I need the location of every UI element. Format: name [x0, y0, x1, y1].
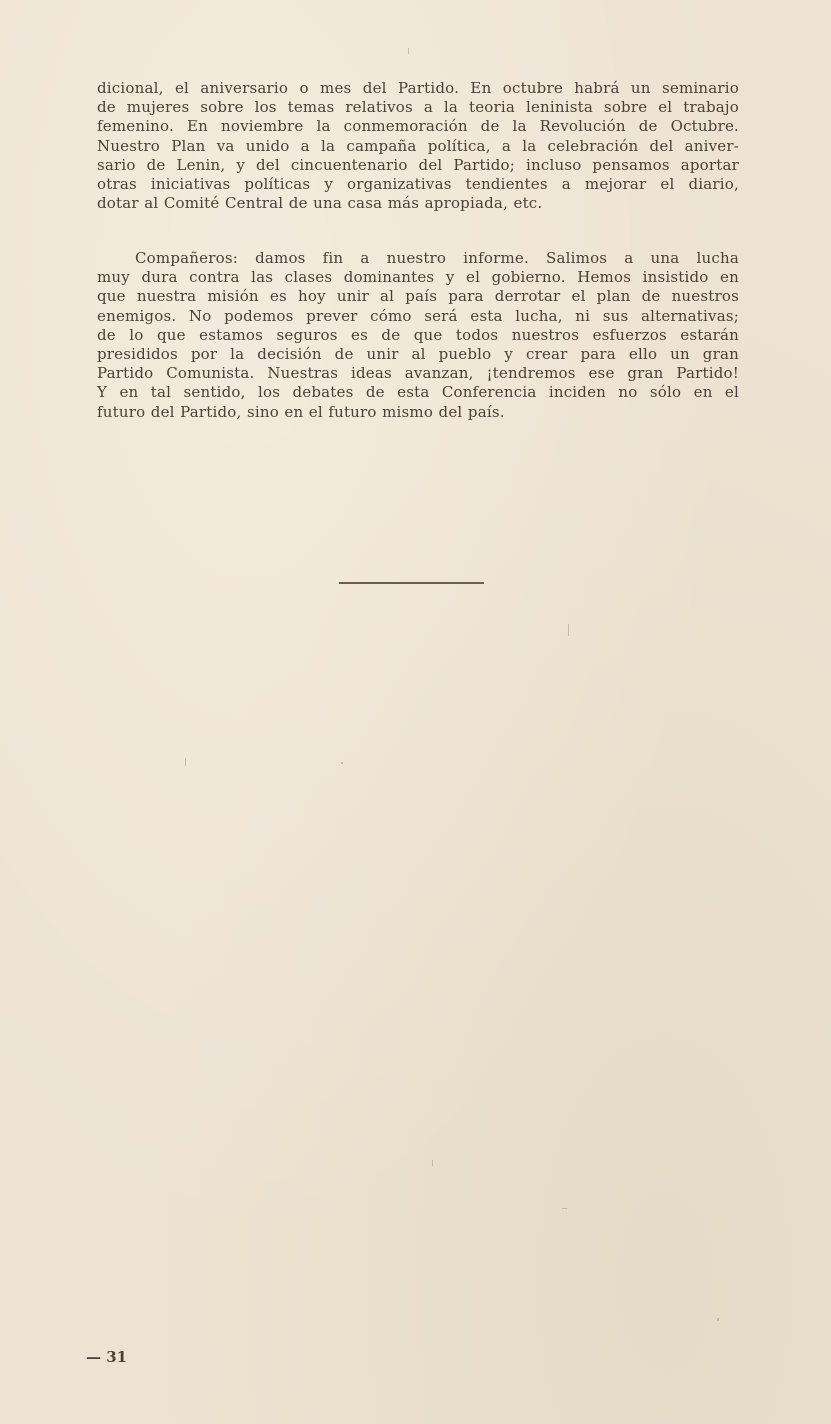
section-divider: [339, 582, 484, 584]
paper-speck: [568, 624, 569, 636]
page-number: — 31: [86, 1348, 128, 1366]
paragraph-line: futuro del Partido, sino en el futuro mismo del país.: [97, 402, 505, 421]
paper-speck: [432, 1160, 433, 1166]
paragraph-line: de mujeres sobre los temas relativos a la teoria leninista sobre el trabajo: [97, 98, 739, 117]
paragraph-line: otras iniciativas políticas y organizativas tendientes a mejorar el diario,: [97, 174, 739, 193]
paragraph-line: Nuestro Plan va unido a la campaña política, a la celebración del aniver-: [97, 136, 739, 155]
paragraph-line: Y en tal sentido, los debates de esta Conferencia inciden no sólo en el: [97, 383, 739, 402]
paragraph-line: dicional, el aniversario o mes del Partido. En octubre habrá un seminario: [97, 79, 739, 97]
paragraph-line: femenino. En noviembre la conmemoración de la Revolución de Octubre.: [97, 117, 739, 136]
paragraph-line: enemigos. No podemos prever cómo será esta lucha, ni sus alternativas;: [97, 306, 739, 325]
paper-speck: [185, 758, 186, 766]
paragraph-1: [97, 79, 739, 213]
paragraph-line: de lo que estamos seguros es de que todos nuestros esfuerzos estarán: [97, 325, 739, 344]
paper-speck: [341, 762, 343, 764]
paragraph-line: que nuestra misión es hoy unir al país para derrotar el plan de nuestros: [97, 287, 739, 306]
paper-speck: [562, 1208, 567, 1209]
paragraph-line: presididos por la decisión de unir al pueblo y crear para ello un gran: [97, 344, 739, 363]
paper-speck: [717, 1318, 719, 1321]
paragraph-line: Partido Comunista. Nuestras ideas avanzan, ¡tendremos ese gran Partido!: [97, 364, 739, 383]
paper-speck: [408, 48, 409, 54]
paragraph-line: muy dura contra las clases dominantes y el gobierno. Hemos insistido en: [97, 268, 739, 287]
paragraph-line: Compañeros: damos fin a nuestro informe. Salimos a una lucha: [135, 249, 739, 267]
paragraph-2: [97, 249, 739, 422]
paragraph-line: dotar al Comité Central de una casa más apropiada, etc.: [97, 194, 543, 213]
paragraph-line: sario de Lenin, y del cincuentenario del Partido; incluso pensamos aportar: [97, 155, 739, 174]
